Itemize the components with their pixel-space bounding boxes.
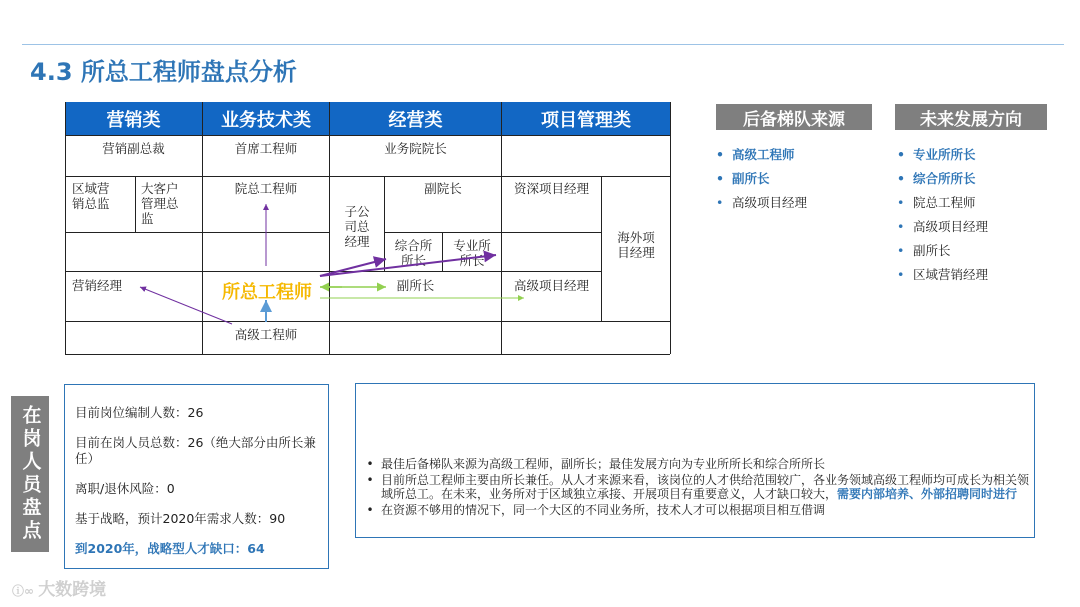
future-direction-list [897,146,988,290]
cell-key-account-director: 大客户 管理总 监 [141,181,179,226]
stats-box [64,384,329,569]
cell-special-office-head: 专业所 所长 [453,238,491,268]
notes-list [359,457,1031,519]
cell-pm: 高级项目经理 [513,278,589,293]
list-item: • 高级项目经理 [716,195,808,210]
watermark-logo: ⓘ∞ 大数跨境 [12,580,107,600]
list-item: • 目前所总工程师主要由所长兼任。从人才来源来看，该岗位的人才供给范围较广，各业务领域高级工程师均可成长为相关领域所总工。在未来，业务所对于区域独立承接、开展项目有重要意义，人才缺口较大，需要内部培养、外部招聘同时进行 [366,473,1030,501]
cell-chief-engineer: 首席工程师 [234,141,298,156]
cell-subsidiary-gm: 子公 司总 经理 [344,204,370,249]
list-item: • 区域营销经理 [897,267,989,282]
headcount-now: 目前在岗人员总数：26（绝大部分由所长兼任） [75,435,316,466]
header-operation: 经营类 [330,102,501,135]
list-item: • 在资源不够用的情况下，同一个大区的不同业务所，技术人才可以根据项目相互借调 [366,503,826,517]
retire-risk: 离职/退休风险：0 [75,481,175,496]
backup-source-header: 后备梯队来源 [716,104,872,130]
sidebar-text: 在岗人员盘点 [19,405,42,543]
cell-marketing-vp: 营销副总裁 [102,141,165,156]
list-item: • 高级项目经理 [897,219,989,234]
cell-institute-head: 业务院院长 [384,141,447,156]
cell-overseas-pm: 海外项 目经理 [617,230,655,260]
demand-2020: 基于战略，预计2020年需求人数：90 [75,511,286,526]
header-project: 项目管理类 [502,102,670,135]
list-item: • 院总工程师 [897,195,976,210]
talent-gap: 到2020年，战略型人才缺口：64 [75,541,265,556]
list-item: • 专业所所长 [897,147,976,162]
cell-senior-engineer: 高级工程师 [234,327,298,342]
list-item: • 副所长 [716,171,770,186]
notes-box [355,383,1035,538]
sidebar-label [11,396,49,552]
header-tech: 业务技术类 [203,102,329,135]
cell-general-office-head: 综合所 所长 [394,238,433,268]
cell-deputy-office-head: 副所长 [396,278,435,293]
cell-marketing-manager: 营销经理 [72,278,123,293]
header-marketing: 营销类 [65,102,202,135]
cell-institute-chief-engineer: 院总工程师 [234,181,298,196]
list-item: • 高级工程师 [716,147,795,162]
headcount-plan: 目前岗位编制人数：26 [75,405,204,420]
page-title: 4.3 所总工程师盘点分析 [30,58,297,86]
focus-role-label: 所总工程师 [222,282,312,303]
list-item: • 副所长 [897,243,951,258]
cell-deputy-head: 副院长 [424,181,462,196]
cell-regional-director: 区域营 销总监 [72,181,110,211]
list-item: • 最佳后备梯队来源为高级工程师，副所长；最佳发展方向为专业所所长和综合所所长 [366,457,826,471]
backup-source-list [716,146,807,218]
list-item: • 综合所所长 [897,171,976,186]
cell-senior-pm: 资深项目经理 [513,181,589,196]
future-direction-header: 未来发展方向 [895,104,1047,130]
